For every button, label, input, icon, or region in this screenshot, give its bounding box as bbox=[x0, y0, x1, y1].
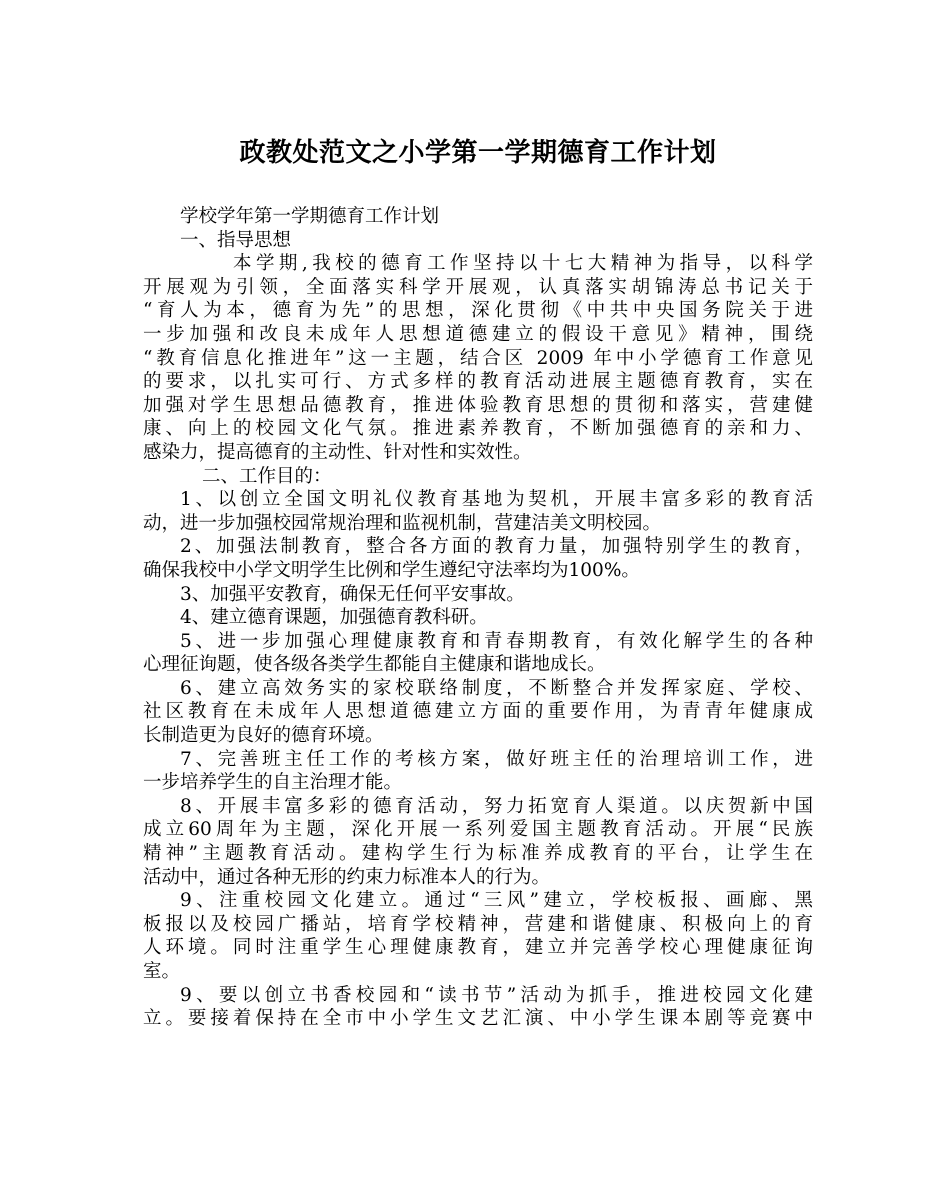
text-line: 社区教育在未成年人思想道德建立方面的重要作用，为青青年健康成 bbox=[143, 701, 813, 723]
text-line: 确保我校中小学文明学生比例和学生遵纪守法率均为100%。 bbox=[143, 559, 640, 581]
text-line: 人环境。同时注重学生心理健康教育，建立并完善学校心理健康征询 bbox=[143, 937, 813, 959]
text-line: 心理征询题，使各级各类学生都能自主健康和谐地成长。 bbox=[143, 654, 606, 676]
text-line: 一步加强和改良未成年人思想道德建立的假设干意见》精神，围绕 bbox=[143, 323, 813, 345]
text-line: 感染力，提高德育的主动性、针对性和实效性。 bbox=[143, 441, 532, 463]
text-line: 学校学年第一学期德育工作计划 bbox=[180, 206, 440, 227]
text-line: 开展观为引领，全面落实科学开展观，认真落实胡锦涛总书记关于 bbox=[143, 276, 813, 298]
text-line: 精神”主题教育活动。建构学生行为标准养成教育的平台，让学生在 bbox=[143, 843, 813, 865]
text-line: 成立60周年为主题，深化开展一系列爱国主题教育活动。开展“民族 bbox=[143, 819, 813, 841]
document-body bbox=[143, 205, 813, 1031]
text-line: 的要求，以扎实可行、方式多样的教育活动进展主题德育教育，实在 bbox=[143, 371, 813, 393]
text-line: 7、完善班主任工作的考核方案，做好班主任的治理培训工作，进 bbox=[180, 748, 813, 770]
text-line: 动，进一步加强校园常规治理和监视机制，营建洁美文明校园。 bbox=[143, 512, 662, 534]
text-line: 2、加强法制教育，整合各方面的教育力量，加强特别学生的教育， bbox=[180, 536, 813, 558]
text-line: 室。 bbox=[143, 961, 181, 982]
text-line: 6、建立高效务实的家校联络制度，不断整合并发挥家庭、学校、 bbox=[180, 677, 813, 699]
document-title: 政教处范文之小学第一学期德育工作计划 bbox=[239, 138, 717, 168]
text-line: 8、开展丰富多彩的德育活动，努力拓宽育人渠道。以庆贺新中国 bbox=[180, 795, 813, 817]
text-line: 康、向上的校园文化气氛。推进素养教育，不断加强德育的亲和力、 bbox=[143, 418, 813, 440]
text-line: 9、注重校园文化建立。通过“三风”建立，学校板报、画廊、黑 bbox=[180, 890, 813, 912]
text-line: “育人为本，德育为先”的思想，深化贯彻《中共中央国务院关于进 bbox=[143, 300, 813, 322]
text-line: 3、加强平安教育，确保无任何平安事故。 bbox=[180, 583, 525, 605]
text-line: 立。要接着保持在全市中小学生文艺汇演、中小学生课本剧等竞赛中 bbox=[143, 1008, 813, 1030]
text-line: 一、指导思想 bbox=[180, 229, 292, 251]
text-line: 9、要以创立书香校园和“读书节”活动为抓手，推进校园文化建 bbox=[180, 984, 813, 1006]
text-line: 一步培养学生的自主治理才能。 bbox=[143, 772, 403, 794]
text-line: “教育信息化推进年”这一主题，结合区 2009 年中小学德育工作意见 bbox=[143, 347, 813, 369]
text-line: 二、工作目的： bbox=[202, 465, 332, 487]
text-line: 活动中，通过各种无形的约束力标准本人的行为。 bbox=[143, 866, 551, 888]
text-line: 板报以及校园广播站，培育学校精神，营建和谐健康、积极向上的育 bbox=[143, 913, 813, 935]
text-line: 本学期,我校的德育工作坚持以十七大精神为指导，以科学 bbox=[233, 253, 813, 275]
text-line: 1、以创立全国文明礼仪教育基地为契机，开展丰富多彩的教育活 bbox=[180, 489, 813, 511]
document-page bbox=[143, 0, 813, 1031]
text-line: 4、建立德育课题，加强德育教科研。 bbox=[180, 607, 488, 629]
text-line: 长制造更为良好的德育环境。 bbox=[143, 725, 384, 747]
text-line: 5、进一步加强心理健康教育和青春期教育，有效化解学生的各种 bbox=[180, 630, 813, 652]
text-line: 加强对学生思想品德教育，推进体验教育思想的贯彻和落实，营建健 bbox=[143, 394, 813, 416]
